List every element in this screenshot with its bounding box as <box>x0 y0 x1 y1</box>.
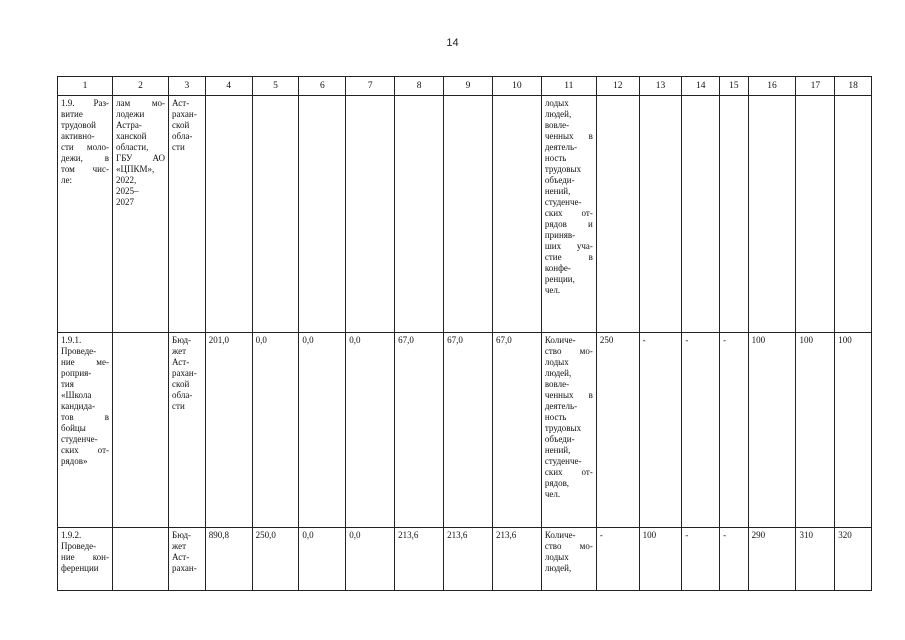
funding-source-cell <box>169 96 206 333</box>
cell-text-line: чел. <box>544 285 561 295</box>
value-cell: 0,0 <box>299 528 346 591</box>
value-cell: 250,0 <box>252 528 299 591</box>
cell-text-line: рядов и <box>544 219 593 229</box>
cell-text-line: сти <box>172 401 185 411</box>
value-cell: 100 <box>748 333 796 528</box>
activity-name-cell <box>58 528 113 591</box>
cell-text-line: Аст- <box>172 98 190 108</box>
column-header: 17 <box>796 77 835 96</box>
value-cell <box>596 96 639 333</box>
cell-text-line: лодых <box>544 357 569 367</box>
cell-text-line: Количе- <box>544 335 576 345</box>
cell-text-line: том чис- <box>61 164 109 174</box>
cell-text-line: 2022, <box>116 175 137 185</box>
cell-text-line: людей, <box>544 563 572 573</box>
cell-text-line: стие в <box>544 252 593 262</box>
cell-text-line: студенче- <box>61 434 98 444</box>
executor-cell <box>113 333 169 528</box>
cell-text-line: ле: <box>61 175 72 185</box>
column-header: 3 <box>169 77 206 96</box>
cell-text-line: тия <box>61 379 74 389</box>
cell-text-line: рядов» <box>61 456 88 466</box>
column-header: 12 <box>596 77 639 96</box>
value-cell: 310 <box>796 528 835 591</box>
cell-text-line: «Школа <box>61 390 92 400</box>
cell-text-line: нений, <box>544 186 571 196</box>
value-cell: 213,6 <box>444 528 493 591</box>
value-cell <box>492 96 541 333</box>
activity-name-cell <box>58 96 113 333</box>
indicator-cell <box>541 333 596 528</box>
value-cell: 67,0 <box>492 333 541 528</box>
cell-text-line: Проведе- <box>61 346 97 356</box>
cell-text-line: ских от- <box>544 467 593 477</box>
cell-text-line: ской <box>172 120 190 130</box>
cell-text-line: трудовых <box>544 164 582 174</box>
value-cell: - <box>682 333 720 528</box>
value-cell <box>205 96 252 333</box>
cell-text-line: Аст- <box>172 357 190 367</box>
cell-text-line: ших уча- <box>544 241 593 251</box>
column-header: 10 <box>492 77 541 96</box>
cell-text-line: ние ме- <box>61 357 109 367</box>
cell-text-line: лам мо- <box>116 98 166 108</box>
cell-text-line: ской <box>172 379 190 389</box>
cell-text-line: рахан- <box>172 109 197 119</box>
cell-text-line: нений, <box>544 445 571 455</box>
cell-text-line: чел. <box>544 489 561 499</box>
cell-text-line: Астра- <box>116 120 142 130</box>
cell-text-line: ние кон- <box>61 552 109 562</box>
cell-text-line: Аст- <box>172 552 190 562</box>
value-cell: 0,0 <box>252 333 299 528</box>
column-header: 14 <box>682 77 720 96</box>
cell-text-line: Бюд- <box>172 530 192 540</box>
column-header: 18 <box>835 77 872 96</box>
cell-text-line: студенче- <box>544 456 582 466</box>
cell-text-line: 2025– <box>116 186 139 196</box>
value-cell <box>748 96 796 333</box>
cell-text-line: рахан- <box>172 368 197 378</box>
page-number: 14 <box>446 37 459 49</box>
cell-text-line: обла- <box>172 131 193 141</box>
cell-text-line: тов в <box>61 412 109 422</box>
value-cell <box>639 96 682 333</box>
cell-text-line: области, <box>116 142 149 152</box>
cell-text-line: Проведе- <box>61 541 97 551</box>
column-header: 5 <box>252 77 299 96</box>
cell-text-line: вовле- <box>544 379 570 389</box>
cell-text-line: ских от- <box>544 208 593 218</box>
value-cell: 0,0 <box>346 333 395 528</box>
value-cell: 213,6 <box>395 528 444 591</box>
cell-text-line: ренции, <box>544 274 575 284</box>
value-cell: 100 <box>796 333 835 528</box>
value-cell <box>720 96 749 333</box>
cell-text-line: активно- <box>61 131 95 141</box>
cell-text-line: роприя- <box>61 368 92 378</box>
cell-text-line: жет <box>172 541 187 551</box>
value-cell: 290 <box>748 528 796 591</box>
column-header: 8 <box>395 77 444 96</box>
cell-text-line: ференции <box>61 563 99 573</box>
value-cell <box>299 96 346 333</box>
column-header: 11 <box>541 77 596 96</box>
cell-text-line: 2027 <box>116 197 134 207</box>
cell-text-line: «ЦПКМ», <box>116 164 155 174</box>
cell-text-line: ность <box>544 153 567 163</box>
cell-text-line: витие <box>61 109 83 119</box>
value-cell <box>444 96 493 333</box>
cell-text-line: лодых <box>544 552 569 562</box>
value-cell <box>835 96 872 333</box>
cell-text-line: ченных в <box>544 131 593 141</box>
column-header: 9 <box>444 77 493 96</box>
cell-text-line: лодежи <box>116 109 145 119</box>
cell-text-line: приняв- <box>544 230 576 240</box>
funding-source-cell <box>169 528 206 591</box>
value-cell: 890,8 <box>205 528 252 591</box>
column-header: 7 <box>346 77 395 96</box>
cell-text-line: деятель- <box>544 142 578 152</box>
value-cell: 67,0 <box>444 333 493 528</box>
value-cell: 100 <box>639 528 682 591</box>
value-cell <box>395 96 444 333</box>
cell-text-line: ство мо- <box>544 346 593 356</box>
value-cell: - <box>639 333 682 528</box>
column-header: 6 <box>299 77 346 96</box>
column-header: 4 <box>205 77 252 96</box>
cell-text-line: деятель- <box>544 401 578 411</box>
indicator-cell <box>541 528 596 591</box>
cell-text-line: 1.9. Раз- <box>61 98 109 108</box>
value-cell: 320 <box>835 528 872 591</box>
value-cell: 100 <box>835 333 872 528</box>
budget-table <box>57 76 872 591</box>
cell-text-line: сти <box>172 142 185 152</box>
column-header: 16 <box>748 77 796 96</box>
cell-text-line: дежи, в <box>61 153 109 163</box>
cell-text-line: сти моло- <box>61 142 109 152</box>
activity-name-cell <box>58 333 113 528</box>
value-cell: 250 <box>596 333 639 528</box>
cell-text-line: ченных в <box>544 390 593 400</box>
cell-text-line: лодых <box>544 98 569 108</box>
cell-text-line: 1.9.2. <box>61 530 82 540</box>
cell-text-line: бойцы <box>61 423 86 433</box>
column-header: 2 <box>113 77 169 96</box>
value-cell <box>682 96 720 333</box>
cell-text-line: студенче- <box>544 197 582 207</box>
funding-source-cell <box>169 333 206 528</box>
indicator-cell <box>541 96 596 333</box>
cell-text-line: ханской <box>116 131 147 141</box>
cell-text-line: обла- <box>172 390 193 400</box>
value-cell: - <box>596 528 639 591</box>
value-cell: - <box>720 333 749 528</box>
cell-text-line: рядов, <box>544 478 570 488</box>
value-cell: - <box>682 528 720 591</box>
cell-text-line: ность <box>544 412 567 422</box>
column-header: 15 <box>720 77 749 96</box>
executor-cell <box>113 528 169 591</box>
cell-text-line: ГБУ АО <box>116 153 166 163</box>
header-row <box>58 77 872 96</box>
cell-text-line: 1.9.1. <box>61 335 82 345</box>
cell-text-line: объеди- <box>544 434 575 444</box>
cell-text-line: ских от- <box>61 445 109 455</box>
cell-text-line: Количе- <box>544 530 576 540</box>
cell-text-line: трудовой <box>61 120 96 130</box>
column-header: 1 <box>58 77 113 96</box>
value-cell: 0,0 <box>346 528 395 591</box>
table-row <box>58 333 872 528</box>
cell-text-line: конфе- <box>544 263 571 273</box>
cell-text-line: Бюд- <box>172 335 192 345</box>
cell-text-line: кандида- <box>61 401 96 411</box>
cell-text-line: людей, <box>544 368 572 378</box>
table-row <box>58 528 872 591</box>
cell-text-line: людей, <box>544 109 572 119</box>
value-cell <box>796 96 835 333</box>
value-cell: 67,0 <box>395 333 444 528</box>
value-cell <box>252 96 299 333</box>
value-cell <box>346 96 395 333</box>
executor-cell <box>113 96 169 333</box>
cell-text-line: трудовых <box>544 423 582 433</box>
cell-text-line: ство мо- <box>544 541 593 551</box>
value-cell: 201,0 <box>205 333 252 528</box>
cell-text-line: жет <box>172 346 187 356</box>
value-cell: 0,0 <box>299 333 346 528</box>
cell-text-line: вовле- <box>544 120 570 130</box>
table-row <box>58 96 872 333</box>
cell-text-line: объеди- <box>544 175 575 185</box>
cell-text-line: рахан- <box>172 563 197 573</box>
column-header: 13 <box>639 77 682 96</box>
value-cell: - <box>720 528 749 591</box>
value-cell: 213,6 <box>492 528 541 591</box>
